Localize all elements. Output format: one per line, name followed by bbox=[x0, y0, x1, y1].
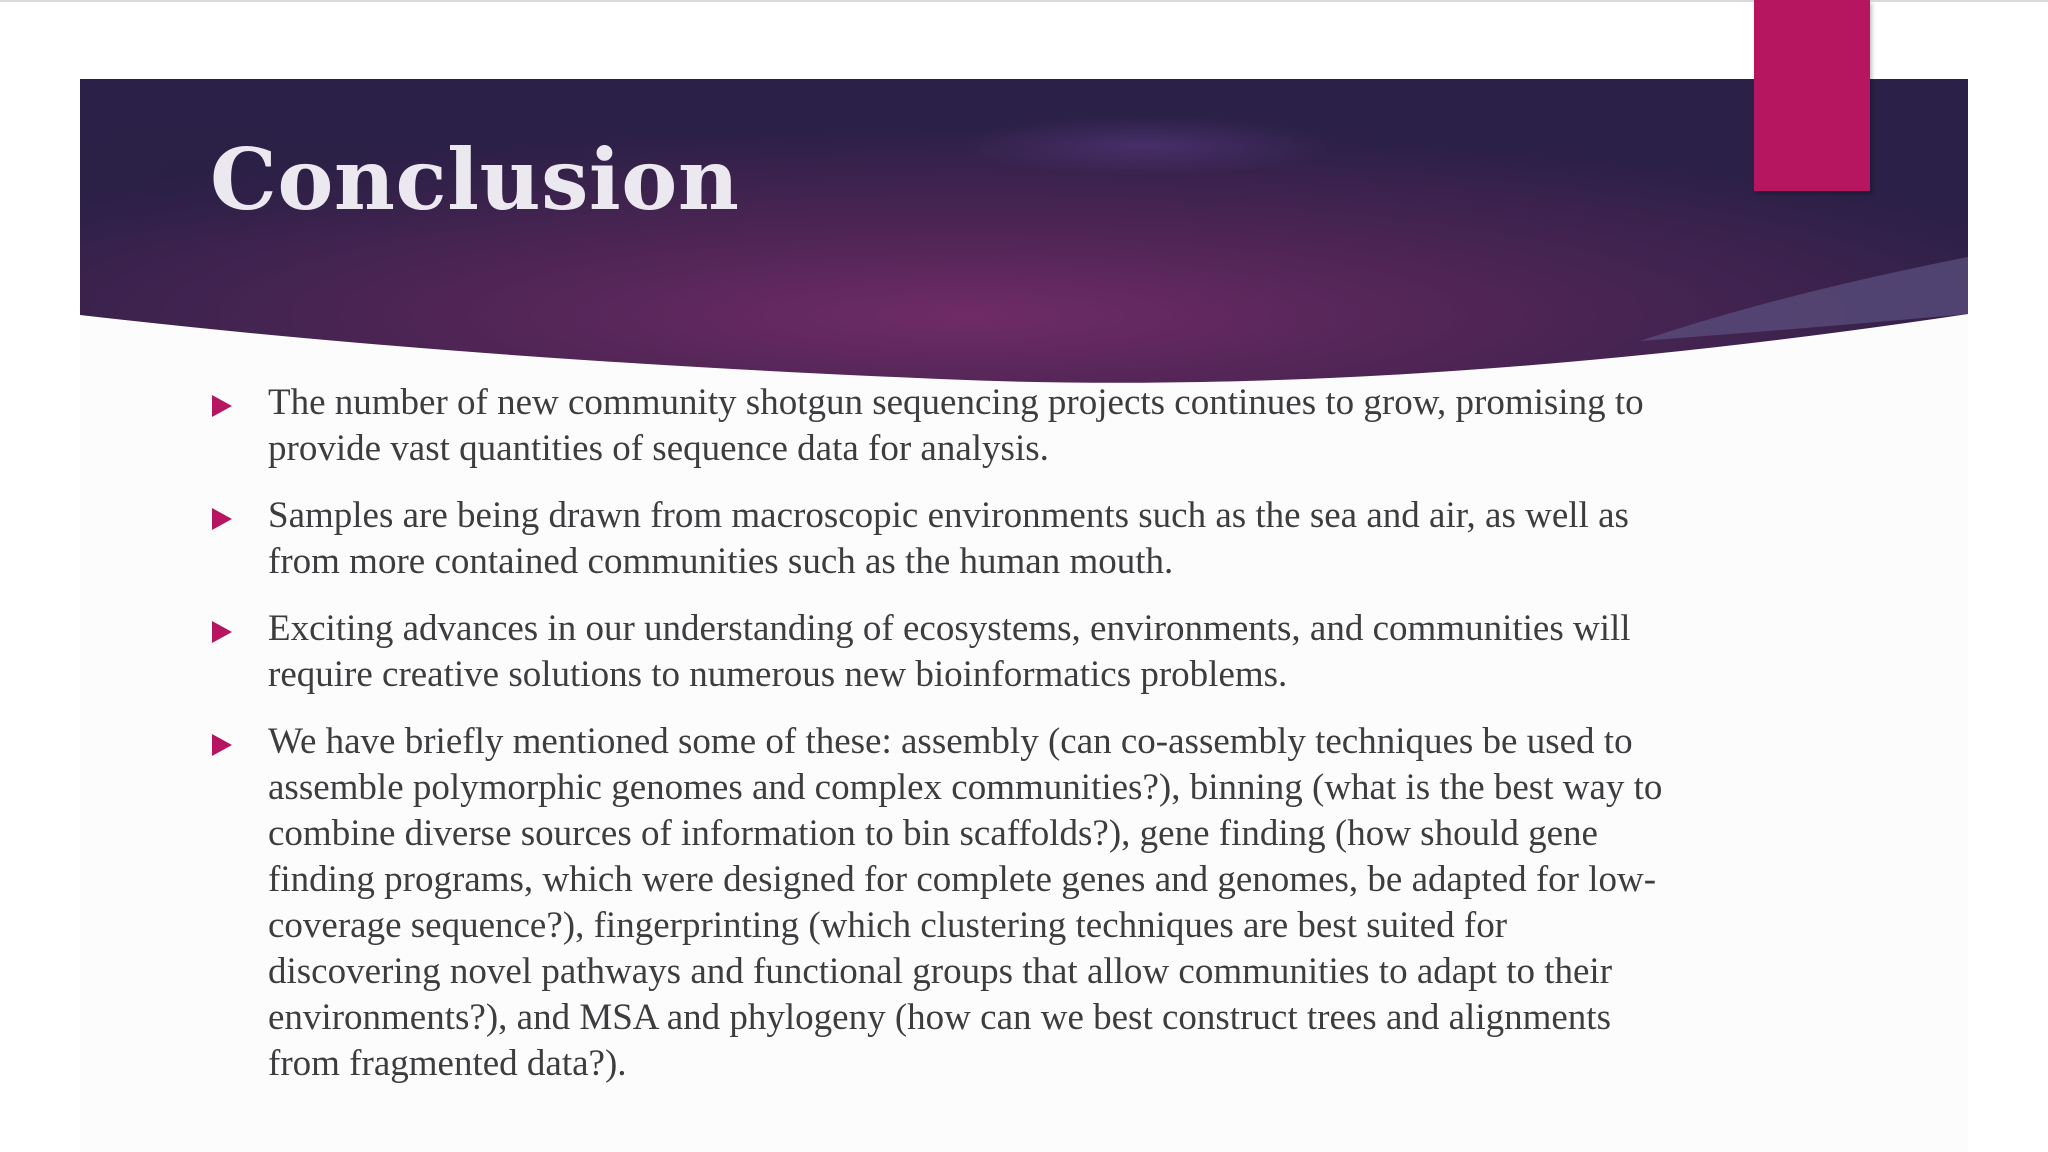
triangle-right-icon bbox=[212, 734, 232, 756]
slide-title: Conclusion bbox=[210, 130, 740, 229]
bullet-text: We have briefly mentioned some of these: assembly (can co-assembly techniques be used to assemble polymorphic genomes and complex communities?), binning (what is the best way to combine diverse sources of information to bin scaffolds?), gene finding (how should gene finding programs, which were designed for complete genes and genomes, be adapted for low-coverage sequence?), fingerprinting (which clustering techniques are best suited for discovering novel pathways and functional groups that allow communities to adapt to their environments?), and MSA and phylogeny (how can we best construct trees and alignments from fragmented data?). bbox=[268, 721, 1663, 1084]
bullet-text: The number of new community shotgun sequencing projects continues to grow, promising to provide vast quantities of sequence data for analysis. bbox=[268, 382, 1644, 469]
bullet-item bbox=[210, 606, 1670, 698]
bullet-item bbox=[210, 719, 1670, 1087]
banner-graphic bbox=[80, 79, 1968, 389]
bullet-item bbox=[210, 493, 1670, 585]
bullet-text: Exciting advances in our understanding of ecosystems, environments, and communities will require creative solutions to numerous new bioinformatics problems. bbox=[268, 608, 1631, 695]
triangle-right-icon bbox=[212, 621, 232, 643]
window-top-border bbox=[0, 0, 2048, 2]
bullet-list bbox=[210, 380, 1670, 1108]
triangle-right-icon bbox=[212, 508, 232, 530]
title-banner bbox=[80, 79, 1968, 389]
bullet-text: Samples are being drawn from macroscopic environments such as the sea and air, as well as from more contained communities such as the human mouth. bbox=[268, 495, 1629, 582]
triangle-right-icon bbox=[212, 395, 232, 417]
bullet-item bbox=[210, 380, 1670, 472]
accent-tab bbox=[1754, 0, 1870, 191]
